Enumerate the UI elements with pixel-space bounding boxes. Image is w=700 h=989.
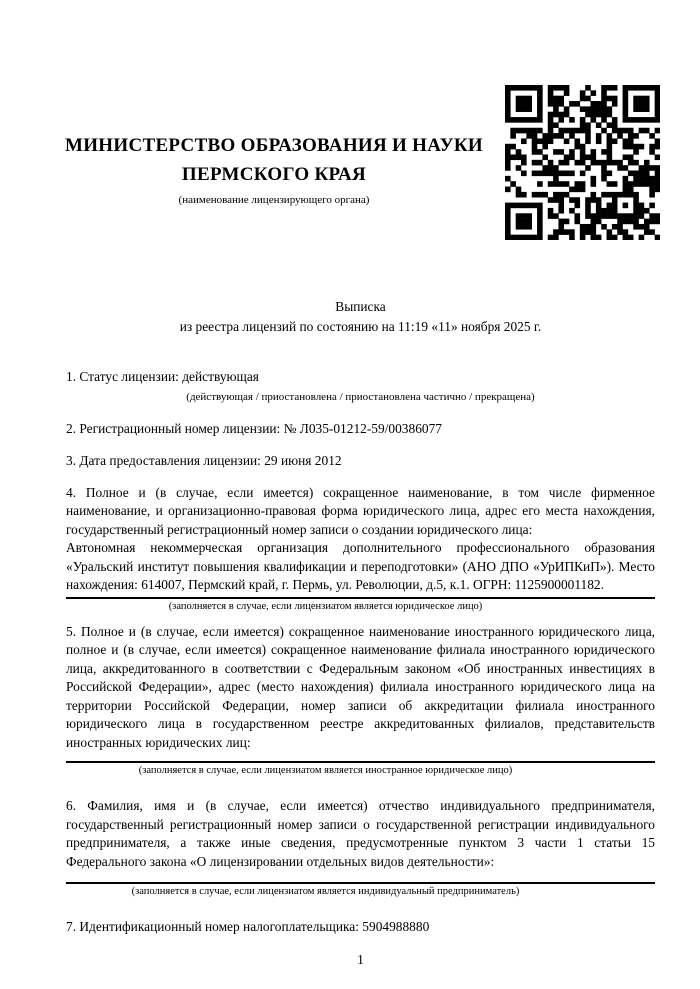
qr-code-icon — [505, 85, 660, 240]
document-title — [66, 297, 655, 337]
ministry-name-line1: МИНИСТЕРСТВО ОБРАЗОВАНИЯ И НАУКИ — [64, 135, 484, 156]
title-line2: из реестра лицензий по состоянию на 11:19 «11» ноября 2025 г. — [179, 319, 542, 334]
license-grant-date-item: 3. Дата предоставления лицензии: 29 июня 2012 — [66, 453, 342, 468]
foreign-entity-item-text: 5. Полное и (в случае, если имеется) сокращенное наименование иностранного юридического лица, полное и (в случае, если имеется) сокращенное наименование филиала иностранного юридического лица, аккредитованного в соответствии с Федеральным законом «Об иностранных инвестициях в Российской Федерации», адрес (место нахождения) филиала иностранного юридического лица на территории Российской Федерации, номер записи об аккредитации филиала иностранного юридического лица в государственном реестре аккредитованных филиалов, представительств иностранных юридических лиц: — [66, 623, 655, 750]
title-line1: Выписка — [335, 299, 386, 314]
page-number: 1 — [357, 951, 364, 967]
legal-entity-item-text: 4. Полное и (в случае, если имеется) сокращенное наименование, в том числе фирменное наименование, и организационно-правовая форма юридического лица, адрес его места нахождения, государственный регистрационный номер записи о создании юридического лица: — [66, 484, 655, 537]
individual-entrepreneur-field-caption: (заполняется в случае, если лицензиатом является индивидуальный предприниматель) — [131, 886, 520, 897]
issuing-authority-name — [48, 131, 500, 189]
license-status-item: 1. Статус лицензии: действующая — [66, 369, 259, 384]
taxpayer-id-item: 7. Идентификационный номер налогоплательщика: 5904988880 — [66, 919, 430, 934]
legal-entity-field-caption: (заполняется в случае, если лицензиатом является юридическое лицо) — [168, 600, 483, 612]
individual-entrepreneur-item-text: 6. Фамилия, имя и (в случае, если имеется) отчество индивидуального предпринимателя, государственный регистрационный номер записи о государственной регистрации индивидуального предпринимателя, а также иные сведения, предусмотренные пунктом 3 части 1 статьи 15 Федерального закона «О лицензировании отдельных видов деятельности»: — [66, 798, 655, 869]
authority-field-caption: (наименование лицензирующего органа) — [178, 194, 370, 206]
foreign-entity-field-caption: (заполняется в случае, если лицензиатом является иностранное юридическое лицо) — [138, 765, 513, 776]
document-body — [66, 297, 655, 969]
document-header — [48, 131, 500, 207]
license-status-options-caption: (действующая / приостановлена / приостановлена частично / прекращена) — [186, 390, 535, 403]
registration-number-item: 2. Регистрационный номер лицензии: № Л035-01212-59/00386077 — [66, 420, 442, 436]
legal-entity-item-value: Автономная некоммерческая организация дополнительного профессионального образования «Уральский институт повышения квалификации и переподготовки» (АНО ДПО «УрИПКиП»). Место нахождения: 614007, Пермский край, г. Пермь, ул. Революции, д.5, к.1. ОГРН: 1125900001182. — [66, 540, 655, 592]
ministry-name-line2: ПЕРМСКОГО КРАЯ — [181, 164, 367, 185]
